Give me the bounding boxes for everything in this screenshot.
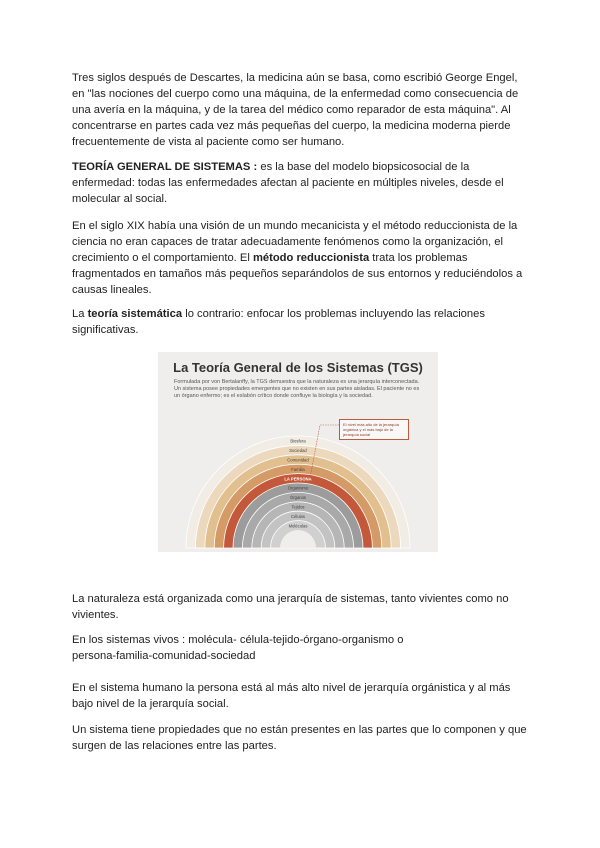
systemic-theory-term: teoría sistemática (87, 308, 183, 320)
paragraph-living-systems (72, 632, 530, 664)
paragraph-text: En los sistemas vivos : molécula- célula-tejido-órgano-organismo o (72, 634, 404, 646)
paragraph-text: La naturaleza está organizada como una jerarquía de sistemas, tanto vivientes como no vivientes. (72, 593, 509, 621)
paragraph-systemic-theory (72, 306, 530, 338)
paragraph-reductionism (72, 218, 530, 298)
paragraph-tgs-definition (72, 159, 530, 207)
paragraph-hierarchy (72, 591, 530, 623)
hierarchy-level-label: LA PERSONA (284, 476, 312, 482)
paragraph-text: es la base del modelo biopsicosocial de la enfermedad: todas las enfermedades afectan al paciente en múltiples niveles, desde el molecular al social. (72, 161, 504, 205)
hierarchy-level-label: Organismo (287, 485, 309, 491)
tgs-figure (158, 352, 438, 552)
paragraph-text: trata los problemas fragmentados en tamaños más pequeños separándolos de sus entornos y reduciéndolos a causas lineales. (72, 252, 523, 296)
hierarchy-level-label: Tejidos (291, 504, 305, 510)
figure-title: La Teoría General de los Sistemas (TGS) (173, 360, 423, 375)
paragraph-text: persona-familia-comunidad-sociedad (72, 650, 256, 662)
paragraph-text: En el sistema humano la persona está al más alto nivel de jerarquía orgánistica y al más bajo nivel de la jerarquía social. (72, 682, 511, 710)
paragraph-text: Un sistema tiene propiedades que no están presentes en las partes que lo componen y que surgen de las relaciones entre las partes. (72, 724, 527, 752)
paragraph-descartes (72, 70, 530, 150)
hierarchy-level-label: Órganos (289, 495, 307, 501)
reductionist-method-term: método reduccionista (252, 252, 370, 264)
hierarchy-level-label: Células (291, 513, 305, 519)
figure-intro: Formulada por von Bertalanffy, la TGS demuestra que la naturaleza es una jerarquía interconectada. Un sistema posee propiedades emergentes que no existen en sus partes aisladas. El paciente no es un órgano enfermo; es el eslabón crítico donde confluye la biología y la sociedad. (174, 379, 420, 399)
paragraph-emergent-properties (72, 722, 530, 754)
hierarchy-level-label: Comunidad (287, 457, 309, 463)
paragraph-human-system (72, 680, 530, 712)
hierarchy-level-label: Moléculas (288, 523, 308, 529)
hierarchy-level-label: Sociedad (289, 448, 307, 454)
hierarchy-level-label: Biosfera (290, 438, 306, 444)
paragraph-text: La (72, 308, 88, 320)
paragraph-text: En el siglo XIX había una visión de un mundo mecanicista y el método reduccionista de la ciencia no eran capaces de tratar adecuadamente fenómenos como la organización, el crecimiento o el comportamiento. El (72, 220, 518, 264)
figure-callout: El nivel más alto de la jerarquía orgánica y el más bajo de la jerarquía social (339, 419, 409, 440)
paragraph-text: Tres siglos después de Descartes, la medicina aún se basa, como escribió George Engel, en "las nociones del cuerpo como una máquina, de la enfermedad como consecuencia de una avería en la máquina, y de la tarea del médico como reparador de esta máquina". Al concentrarse en partes cada vez más pequeñas del cuerpo, la medicina moderna pierde frecuentemente de vista al paciente como ser humano. (72, 72, 519, 148)
tgs-heading: TEORÍA GENERAL DE SISTEMAS : (72, 161, 258, 173)
hierarchy-level-label: Familia (291, 466, 305, 472)
paragraph-text: lo contrario: enfocar los problemas incluyendo las relaciones significativas. (72, 308, 485, 336)
